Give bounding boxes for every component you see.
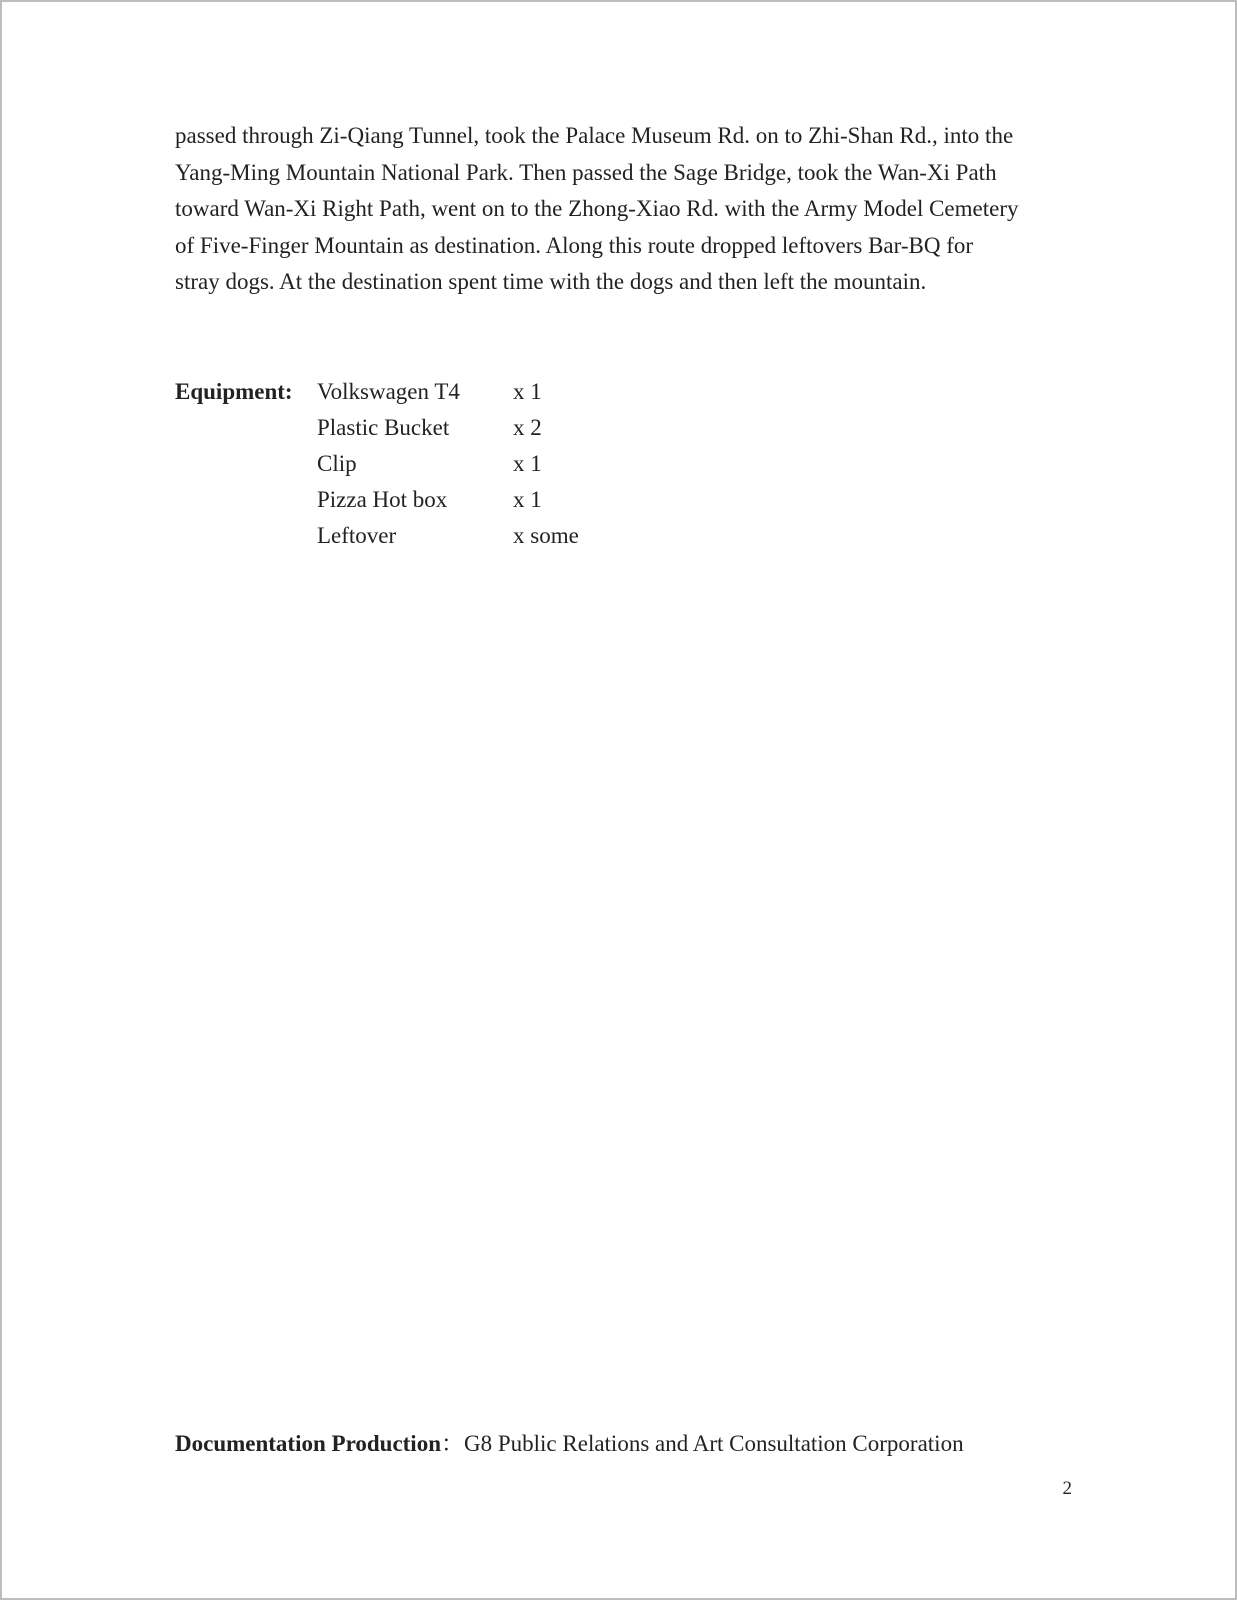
credit-label: Documentation Production — [175, 1431, 441, 1456]
page-number: 2 — [1062, 1478, 1072, 1499]
equipment-item-qty: x 1 — [513, 451, 542, 476]
equipment-item-qty: x 2 — [513, 415, 542, 440]
body-line: toward Wan-Xi Right Path, went on to the Zhong-Xiao Rd. with the Army Model Cemetery — [175, 196, 1019, 221]
equipment-row — [317, 410, 717, 446]
equipment-item-name: Clip — [317, 451, 357, 476]
body-line: stray dogs. At the destination spent time with the dogs and then left the mountain. — [175, 269, 927, 294]
credit-value: G8 Public Relations and Art Consultation Corporation — [464, 1431, 964, 1456]
body-line: Yang-Ming Mountain National Park. Then passed the Sage Bridge, took the Wan-Xi Path — [175, 159, 997, 185]
body-line: passed through Zi-Qiang Tunnel, took the Palace Museum Rd. on to Zhi-Shan Rd., into the — [175, 123, 1014, 148]
equipment-item-name: Volkswagen T4 — [317, 379, 460, 404]
body-line: of Five-Finger Mountain as destination. Along this route dropped leftovers Bar-BQ for — [175, 232, 974, 258]
equipment-item-name: Leftover — [317, 523, 397, 548]
documentation-credit — [175, 1426, 964, 1462]
equipment-item-name: Plastic Bucket — [317, 415, 450, 440]
equipment-row — [317, 446, 717, 482]
equipment-label: Equipment: — [175, 379, 293, 404]
equipment-item-name: Pizza Hot box — [317, 487, 448, 512]
equipment-item-qty: x 1 — [513, 487, 542, 512]
body-paragraph — [175, 118, 1075, 301]
equipment-row — [317, 518, 717, 554]
credit-separator: ： — [441, 1431, 464, 1456]
equipment-row — [317, 374, 717, 410]
equipment-item-qty: x some — [513, 523, 579, 548]
equipment-item-qty: x 1 — [513, 379, 542, 404]
equipment-row — [317, 482, 717, 518]
